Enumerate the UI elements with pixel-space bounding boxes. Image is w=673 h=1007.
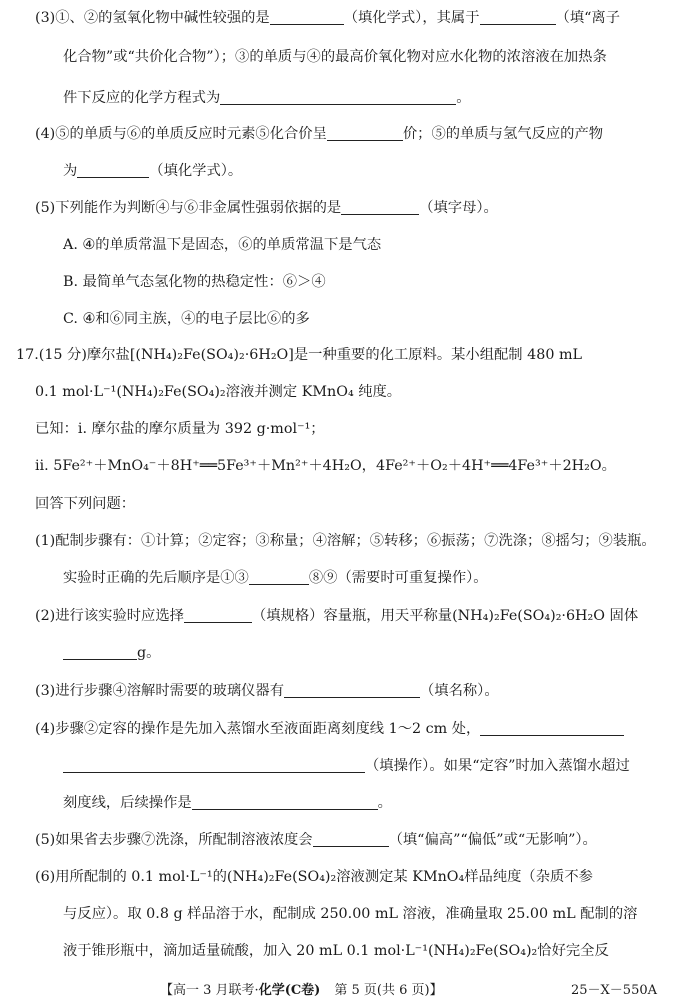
text-segment: 17.(15 分)摩尔盐[(NH₄)₂Fe(SO₄)₂·6H₂O]是一种重要的化工原料。某小组配制 480 mL (16, 347, 583, 363)
text-segment: g。 (137, 645, 161, 661)
q17-part5 (0, 830, 673, 850)
text-segment: ⅱ. 5Fe²⁺＋MnO₄⁻＋8H⁺══5Fe³⁺＋Mn²⁺＋4H₂O，4Fe²⁺＋O₂＋4H⁺══4Fe³⁺＋2H₂O。 (35, 458, 616, 474)
q17-part1-line2 (0, 568, 673, 588)
q16-part5-line1 (0, 198, 673, 218)
text-segment: （填化学式）。 (149, 163, 243, 179)
footer-page-number: 第 5 页(共 6 页) (334, 983, 430, 998)
answer-blank[interactable] (284, 683, 420, 698)
answer-blank[interactable] (480, 10, 556, 25)
text-segment: 0.1 mol·L⁻¹(NH₄)₂Fe(SO₄)₂溶液并测定 KMnO₄ 纯度。 (35, 384, 402, 400)
answer-blank[interactable] (63, 645, 137, 660)
answer-blank[interactable] (77, 163, 149, 178)
q17-stem-line1 (0, 345, 673, 365)
text-segment: (2)进行该实验时应选择 (35, 608, 184, 624)
footer-subject: 化学(C卷) (258, 983, 321, 998)
text-segment: 液于锥形瓶中，滴加适量硫酸，加入 20 mL 0.1 mol·L⁻¹(NH₄)₂Fe(SO₄)₂恰好完全反 (63, 943, 609, 959)
text-segment: （填“离子 (555, 10, 621, 26)
text-segment: (4)步骤②定容的操作是先加入蒸馏水至液面距离刻度线 1～2 cm 处， (35, 721, 481, 737)
answer-blank[interactable] (313, 832, 389, 847)
text-segment: 为 (63, 163, 78, 179)
text-segment: （填“偏高”“偏低”或“无影响”）。 (388, 832, 597, 848)
text-segment: (4)⑤的单质与⑥的单质反应时元素⑤化合价呈 (35, 126, 327, 142)
text-segment: 实验时正确的先后顺序是①③ (63, 570, 249, 586)
q17-part2-line1 (0, 606, 673, 626)
q17-part4-line2 (0, 756, 673, 776)
text-segment: ⑧⑨（需要时可重复操作）。 (308, 570, 488, 586)
answer-blank[interactable] (327, 126, 403, 141)
answer-blank[interactable] (480, 721, 624, 736)
q17-part6-line3 (0, 941, 673, 961)
text-segment: （填名称）。 (420, 683, 499, 699)
text-segment: 与反应）。取 0.8 g 样品溶于水，配制成 250.00 mL 溶液，准确量取 25.00 mL 配制的溶 (63, 906, 638, 922)
answer-blank[interactable] (341, 200, 419, 215)
text-segment: 件下反应的化学方程式为 (63, 90, 221, 106)
answer-blank[interactable] (270, 10, 344, 25)
text-segment: （填规格）容量瓶，用天平称量(NH₄)₂Fe(SO₄)₂·6H₂O 固体 (251, 608, 639, 624)
q17-part6-line1 (0, 867, 673, 887)
text-segment: （填化学式），其属于 (343, 10, 480, 26)
answer-blank[interactable] (192, 795, 378, 810)
q16-part3-line3 (0, 88, 673, 108)
text-segment: （填字母）。 (419, 200, 498, 216)
text-segment: 。 (456, 90, 471, 106)
text-segment: A. ④的单质常温下是固态，⑥的单质常温下是气态 (63, 237, 382, 253)
text-segment: B. 最简单气态氢化物的热稳定性：⑥＞④ (63, 274, 326, 290)
text-segment: (3)①、②的氢氧化物中碱性较强的是 (35, 10, 270, 26)
text-segment: (1)配制步骤有：①计算；②定容；③称量；④溶解；⑤转移；⑥振荡；⑦洗涤；⑧摇匀；⑨装瓶。 (35, 533, 656, 549)
q17-known-1 (0, 419, 673, 439)
q17-part3 (0, 681, 673, 701)
footer-bracket-close: 】 (429, 983, 443, 998)
q16-part4-line1 (0, 124, 673, 144)
q17-known-2 (0, 456, 673, 476)
text-segment: （填操作）。如果“定容”时加入蒸馏水超过 (365, 758, 630, 774)
text-segment: (6)用所配制的 0.1 mol·L⁻¹的(NH₄)₂Fe(SO₄)₂溶液测定某 KMnO₄样品纯度（杂质不参 (35, 869, 593, 885)
text-segment: (5)下列能作为判断④与⑥非金属性强弱依据的是 (35, 200, 342, 216)
text-segment: 回答下列问题： (35, 496, 136, 512)
page-footer (0, 981, 673, 1001)
text-segment: 已知：ⅰ. 摩尔盐的摩尔质量为 392 g·mol⁻¹； (35, 421, 325, 437)
text-segment: 价；⑤的单质与氢气反应的产物 (402, 126, 604, 142)
q17-part4-line1 (0, 719, 673, 739)
text-segment: (3)进行步骤④溶解时需要的玻璃仪器有 (35, 683, 284, 699)
text-segment: 化合物”或“共价化合物”）；③的单质与④的最高价氧化物对应水化物的浓溶液在加热条 (63, 49, 607, 65)
q17-part6-line2 (0, 904, 673, 924)
footer-paper-code: 25－X－550A (571, 983, 657, 998)
answer-blank[interactable] (63, 758, 365, 773)
option-b (0, 272, 673, 292)
q17-part2-line2 (0, 643, 673, 663)
text-segment: 刻度线，后续操作是 (63, 795, 192, 811)
option-a (0, 235, 673, 255)
answer-blank[interactable] (220, 90, 456, 105)
q17-part1-line1 (0, 531, 673, 551)
q17-part4-line3 (0, 793, 673, 813)
footer-exam-name: 高一 3 月联考· (173, 983, 259, 998)
text-segment: 。 (377, 795, 392, 811)
text-segment: (5)如果省去步骤⑦洗涤，所配制溶液浓度会 (35, 832, 313, 848)
q16-part4-line2 (0, 161, 673, 181)
text-segment: C. ④和⑥同主族，④的电子层比⑥的多 (63, 311, 310, 327)
q16-part3-line1 (0, 8, 673, 28)
footer-bracket-open: 【 (160, 983, 174, 998)
q17-stem-line2 (0, 382, 673, 402)
answer-blank[interactable] (184, 608, 252, 623)
option-c (0, 309, 673, 329)
q16-part3-line2 (0, 47, 673, 67)
answer-blank[interactable] (249, 570, 309, 585)
q17-prompt (0, 494, 673, 514)
